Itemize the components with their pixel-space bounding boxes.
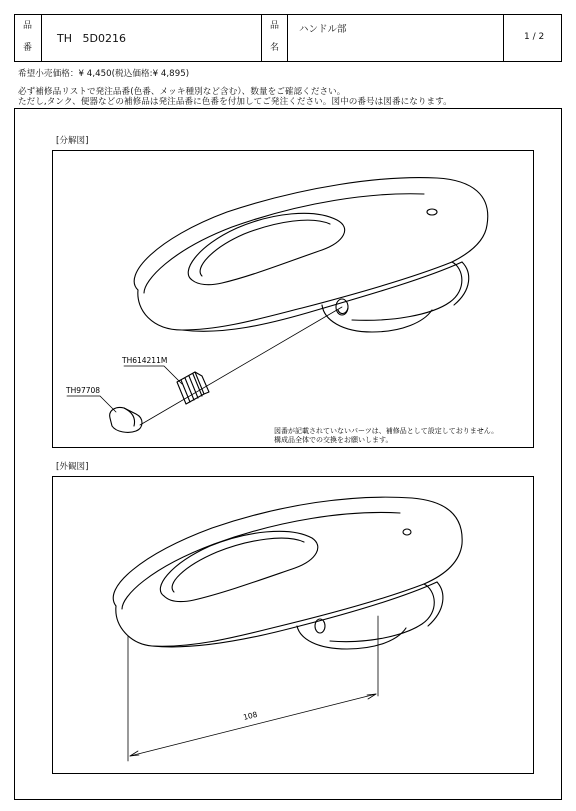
price-note: 希望小売価格：¥ 4,450(税込価格:¥ 4,895): [18, 69, 190, 79]
dimension-line: [130, 694, 376, 756]
divider: [41, 15, 42, 61]
order-note: 必ず補修品リストで発注品番(色番、メッキ種別など含む）、数量をご確認ください。: [18, 87, 346, 97]
dimension-arrow: [367, 694, 376, 699]
caption-line: 構成品全体での交換をお願いします。: [274, 436, 393, 444]
dimension-arrow: [130, 751, 139, 756]
handle-base-edge: [152, 582, 437, 647]
caption-line: 図番が記載されていないパーツは、補修品として設定しておりません。: [274, 427, 499, 435]
handle-inner-rim: [122, 512, 400, 609]
exterior-view-title: [外観図]: [56, 462, 89, 472]
order-note: ただし,タンク、便器などの補修品は発注品番に色番を付加してご発注ください。図中の番号は図番になります。: [18, 97, 452, 107]
part-number-label-b: TH97708: [66, 386, 101, 395]
product-name-label: 品: [270, 21, 280, 31]
part-number-label: 番: [23, 43, 33, 53]
finger-slot: [160, 531, 317, 601]
handle-inner-rim: [144, 194, 424, 293]
finger-slot: [188, 213, 344, 284]
indicator-hole: [427, 209, 437, 215]
part-number: TH 5D0216: [57, 32, 126, 45]
set-screw-part: [177, 372, 209, 404]
leader-line: [124, 366, 182, 384]
handle-side: [330, 584, 434, 642]
handle-outline: [113, 497, 462, 646]
assembly-axis: [140, 307, 342, 425]
divider: [503, 15, 504, 61]
leader-line: [67, 396, 116, 412]
cap-part: [110, 407, 142, 432]
part-number-label-a: TH614211M: [122, 356, 168, 365]
divider: [261, 15, 262, 61]
finger-slot-inner: [200, 220, 330, 276]
handle-side: [352, 262, 462, 320]
exterior-drawing: [52, 476, 534, 774]
exploded-drawing: [52, 150, 534, 448]
title-block: [14, 14, 562, 62]
page-indicator: 1 / 2: [524, 32, 545, 42]
finger-slot-inner: [172, 538, 304, 592]
divider: [287, 15, 288, 61]
exploded-view-title: [分解図]: [56, 136, 89, 146]
handle-hub: [297, 626, 406, 649]
product-name: ハンドル部: [299, 24, 347, 35]
indicator-hole: [403, 529, 411, 535]
part-number-label: 品: [23, 21, 33, 31]
product-name-label: 名: [270, 43, 280, 53]
dimension-value: 108: [242, 709, 259, 722]
